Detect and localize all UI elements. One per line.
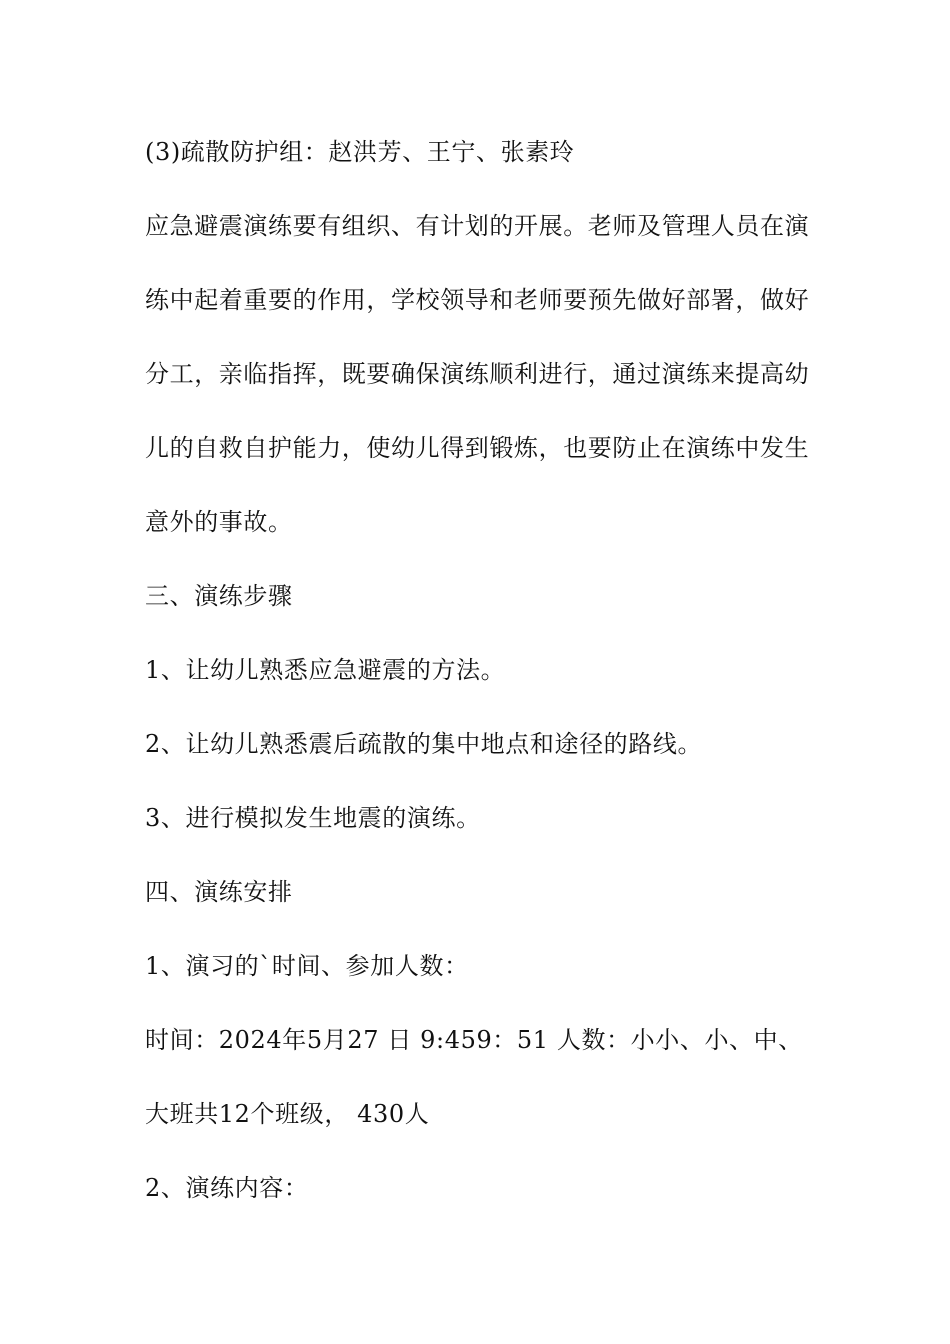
paragraph-line: 意外的事故。 (145, 508, 293, 536)
step-item: 1、让幼儿熟悉应急避震的方法。 (145, 656, 506, 684)
team-evacuation-line: (3)疏散防护组：赵洪芳、王宁、张素玲 (145, 138, 575, 166)
arrangement-item: 1、演习的`时间、参加人数： (145, 952, 469, 980)
step-item: 3、进行模拟发生地震的演练。 (145, 804, 481, 832)
time-participants-line: 大班共12个班级， 430人 (145, 1100, 430, 1128)
time-participants-line: 时间：2024年5月27 日 9:459：51 人数：小小、小、中、 (145, 1026, 803, 1054)
step-item: 2、让幼儿熟悉震后疏散的集中地点和途径的路线。 (145, 730, 703, 758)
section-heading-steps: 三、演练步骤 (145, 582, 293, 610)
paragraph-line: 儿的自救自护能力，使幼儿得到锻炼，也要防止在演练中发生 (145, 434, 810, 462)
paragraph-line: 分工，亲临指挥，既要确保演练顺利进行，通过演练来提高幼 (145, 360, 810, 388)
paragraph-line: 练中起着重要的作用，学校领导和老师要预先做好部署，做好 (145, 286, 810, 314)
paragraph-line: 应急避震演练要有组织、有计划的开展。老师及管理人员在演 (145, 212, 810, 240)
section-heading-arrangement: 四、演练安排 (145, 878, 293, 906)
arrangement-item: 2、演练内容： (145, 1174, 309, 1202)
